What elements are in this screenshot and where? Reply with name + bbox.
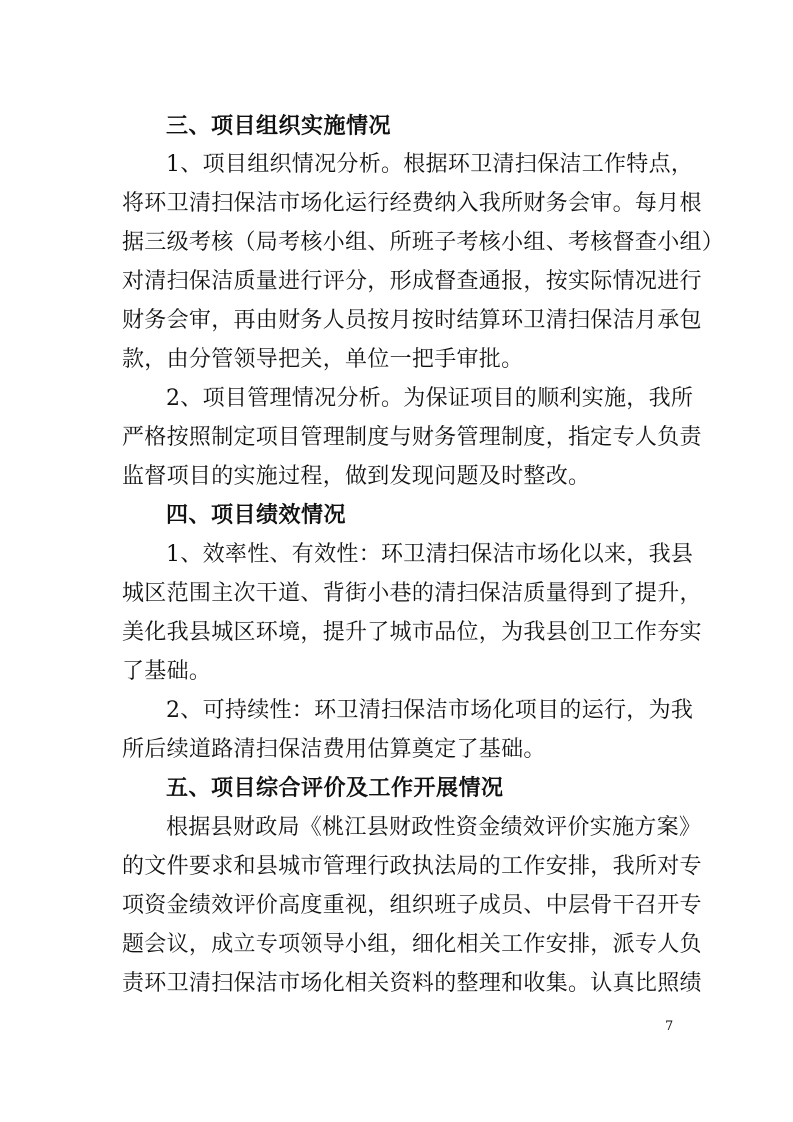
section-3-para-2-line-1: 2、项目管理情况分析。为保证项目的顺利实施，我所 [166,386,694,411]
section-3-para-1-line-4: 对清扫保洁质量进行评分，形成督查通报，按实际情况进行 [122,269,702,294]
section-5-para-1-line-1: 根据县财政局《桃江县财政性资金绩效评价实施方案》 [166,815,702,840]
section-3-para-1-line-5: 财务会审，再由财务人员按月按时结算环卫清扫保洁月承包 [122,308,702,333]
section-5-heading: 五、项目综合评价及工作开展情况 [166,776,504,801]
section-3-para-1-line-6: 款，由分管领导把关，单位一把手审批。 [122,347,524,372]
section-5-para-1-line-5: 责环卫清扫保洁市场化相关资料的整理和收集。认真比照绩 [122,971,702,996]
section-5-para-1-line-3: 项资金绩效评价高度重视，组织班子成员、中层骨干召开专 [122,893,702,918]
section-4-para-2-line-1: 2、可持续性：环卫清扫保洁市场化项目的运行，为我 [166,698,694,723]
section-3-para-2-line-2: 严格按照制定项目管理制度与财务管理制度，指定专人负责 [122,425,702,450]
section-3-para-2-line-3: 监督项目的实施过程，做到发现问题及时整改。 [122,464,591,489]
section-5-para-1-line-4: 题会议，成立专项领导小组，细化相关工作安排，派专人负 [122,932,702,957]
section-4-para-1-line-3: 美化我县城区环境，提升了城市品位，为我县创卫工作夯实 [122,620,702,645]
section-3-para-1-line-3: 据三级考核（局考核小组、所班子考核小组、考核督查小组） [122,230,725,255]
page-number: 7 [665,1019,674,1034]
section-4-para-1-line-2: 城区范围主次干道、背街小巷的清扫保洁质量得到了提升， [122,581,702,606]
section-5-para-1-line-2: 的文件要求和县城市管理行政执法局的工作安排，我所对专 [122,854,702,879]
section-4-heading: 四、项目绩效情况 [166,503,347,528]
section-3-para-1-line-2: 将环卫清扫保洁市场化运行经费纳入我所财务会审。每月根 [122,191,702,216]
section-4-para-2-line-2: 所后续道路清扫保洁费用估算奠定了基础。 [122,737,546,762]
section-3-heading: 三、项目组织实施情况 [166,114,392,139]
section-4-para-1-line-4: 了基础。 [122,659,212,684]
section-3-para-1-line-1: 1、项目组织情况分析。根据环卫清扫保洁工作特点， [166,152,694,177]
section-4-para-1-line-1: 1、效率性、有效性：环卫清扫保洁市场化以来，我县 [166,542,694,567]
